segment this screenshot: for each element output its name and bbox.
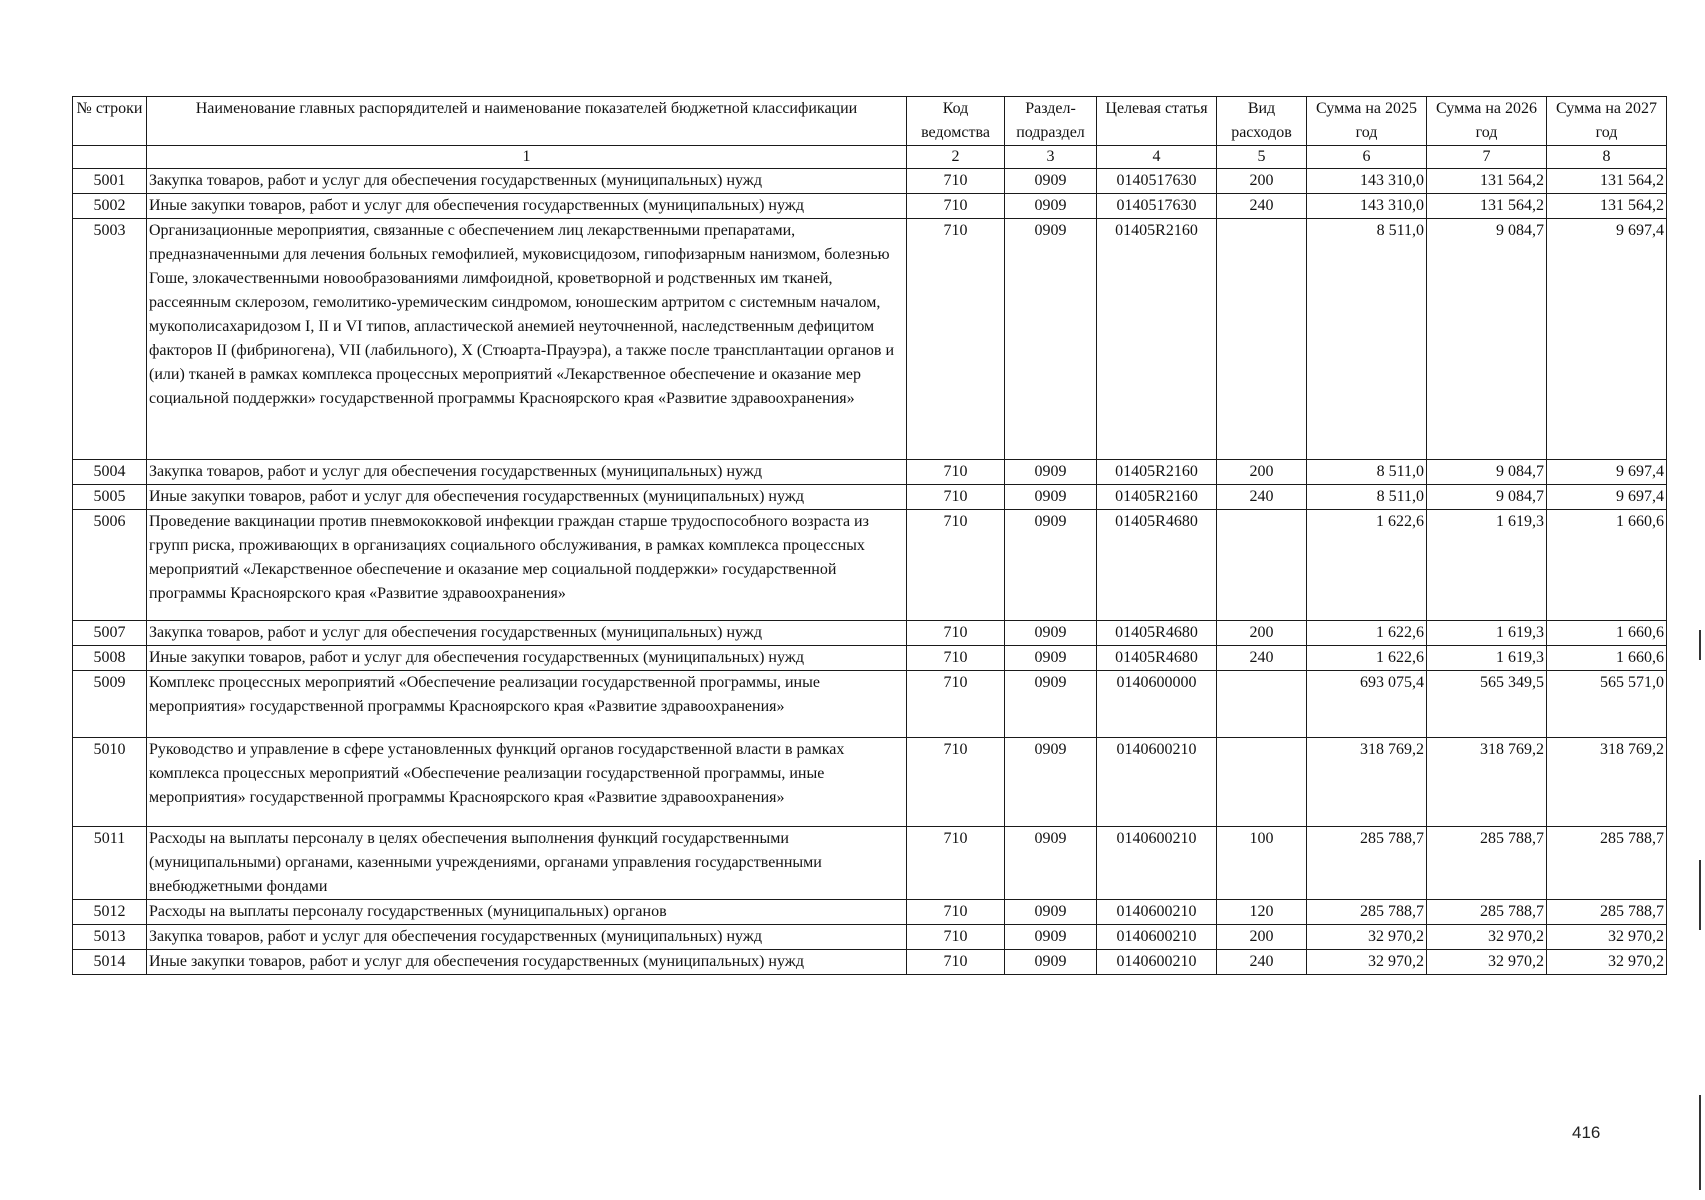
cell-target-article: 0140517630 xyxy=(1097,194,1217,219)
cell-section: 0909 xyxy=(1005,194,1097,219)
cell-row-number: 5010 xyxy=(73,738,147,827)
scan-mark xyxy=(1699,1095,1701,1190)
table-header-row xyxy=(73,97,1667,146)
cell-dept-code: 710 xyxy=(907,900,1005,925)
cell-sum-2025: 143 310,0 xyxy=(1307,194,1427,219)
cell-sum-2027: 285 788,7 xyxy=(1547,900,1667,925)
cell-sum-2027: 131 564,2 xyxy=(1547,194,1667,219)
cell-section: 0909 xyxy=(1005,646,1097,671)
cell-row-number: 5009 xyxy=(73,671,147,738)
cell-dept-code: 710 xyxy=(907,485,1005,510)
cell-row-number: 5013 xyxy=(73,925,147,950)
column-number: 3 xyxy=(1005,146,1097,169)
cell-sum-2025: 285 788,7 xyxy=(1307,900,1427,925)
cell-row-number: 5001 xyxy=(73,169,147,194)
cell-sum-2025: 693 075,4 xyxy=(1307,671,1427,738)
cell-name: Закупка товаров, работ и услуг для обеспечения государственных (муниципальных) нужд xyxy=(147,460,907,485)
cell-dept-code: 710 xyxy=(907,925,1005,950)
table-row xyxy=(73,646,1667,671)
cell-sum-2027: 1 660,6 xyxy=(1547,621,1667,646)
cell-sum-2027: 32 970,2 xyxy=(1547,925,1667,950)
cell-expense-type: 200 xyxy=(1217,925,1307,950)
cell-sum-2025: 8 511,0 xyxy=(1307,460,1427,485)
cell-name: Руководство и управление в сфере установленных функций органов государственной власти в рамках комплекса процессных мероприятий «Обеспечение реализации государственной программы, иные мероприятия» государственной программы Красноярского края «Развитие здравоохранения» xyxy=(147,738,907,827)
cell-dept-code: 710 xyxy=(907,738,1005,827)
cell-sum-2025: 318 769,2 xyxy=(1307,738,1427,827)
cell-target-article: 0140600210 xyxy=(1097,900,1217,925)
header-dept-code: Код ведомства xyxy=(907,97,1005,146)
cell-sum-2025: 1 622,6 xyxy=(1307,621,1427,646)
budget-table xyxy=(72,96,1667,975)
cell-expense-type: 200 xyxy=(1217,621,1307,646)
cell-section: 0909 xyxy=(1005,460,1097,485)
cell-name: Иные закупки товаров, работ и услуг для обеспечения государственных (муниципальных) нужд xyxy=(147,646,907,671)
header-expense-type: Вид расходов xyxy=(1217,97,1307,146)
cell-row-number: 5007 xyxy=(73,621,147,646)
cell-sum-2026: 131 564,2 xyxy=(1427,169,1547,194)
cell-row-number: 5014 xyxy=(73,950,147,975)
cell-name: Расходы на выплаты персоналу в целях обеспечения выполнения функций государственными (муниципальными) органами, казенными учреждениями, органами управления государственными внебюджетными фондами xyxy=(147,827,907,900)
cell-sum-2026: 9 084,7 xyxy=(1427,219,1547,460)
table-row xyxy=(73,900,1667,925)
cell-section: 0909 xyxy=(1005,900,1097,925)
cell-row-number: 5003 xyxy=(73,219,147,460)
cell-sum-2026: 131 564,2 xyxy=(1427,194,1547,219)
cell-expense-type xyxy=(1217,219,1307,460)
cell-target-article: 01405R4680 xyxy=(1097,510,1217,621)
cell-expense-type xyxy=(1217,510,1307,621)
cell-expense-type: 240 xyxy=(1217,485,1307,510)
cell-sum-2026: 9 084,7 xyxy=(1427,460,1547,485)
cell-target-article: 01405R2160 xyxy=(1097,219,1217,460)
header-row-number: № строки xyxy=(73,97,147,146)
cell-name: Закупка товаров, работ и услуг для обеспечения государственных (муниципальных) нужд xyxy=(147,621,907,646)
cell-name: Иные закупки товаров, работ и услуг для обеспечения государственных (муниципальных) нужд xyxy=(147,950,907,975)
column-number: 6 xyxy=(1307,146,1427,169)
cell-section: 0909 xyxy=(1005,485,1097,510)
cell-dept-code: 710 xyxy=(907,621,1005,646)
cell-row-number: 5011 xyxy=(73,827,147,900)
cell-target-article: 0140600000 xyxy=(1097,671,1217,738)
cell-section: 0909 xyxy=(1005,671,1097,738)
cell-sum-2025: 285 788,7 xyxy=(1307,827,1427,900)
cell-row-number: 5005 xyxy=(73,485,147,510)
table-row xyxy=(73,671,1667,738)
cell-name: Закупка товаров, работ и услуг для обеспечения государственных (муниципальных) нужд xyxy=(147,169,907,194)
scan-mark xyxy=(1699,630,1701,660)
cell-sum-2025: 8 511,0 xyxy=(1307,219,1427,460)
cell-expense-type: 240 xyxy=(1217,646,1307,671)
cell-expense-type xyxy=(1217,671,1307,738)
cell-target-article: 01405R2160 xyxy=(1097,460,1217,485)
cell-dept-code: 710 xyxy=(907,671,1005,738)
cell-target-article: 01405R2160 xyxy=(1097,485,1217,510)
cell-section: 0909 xyxy=(1005,738,1097,827)
table-row xyxy=(73,738,1667,827)
header-sum-2026: Сумма на 2026 год xyxy=(1427,97,1547,146)
cell-expense-type: 200 xyxy=(1217,169,1307,194)
cell-sum-2027: 565 571,0 xyxy=(1547,671,1667,738)
column-number-row xyxy=(73,146,1667,169)
table-row xyxy=(73,460,1667,485)
cell-dept-code: 710 xyxy=(907,827,1005,900)
cell-sum-2025: 143 310,0 xyxy=(1307,169,1427,194)
header-target-article: Целевая статья xyxy=(1097,97,1217,146)
cell-sum-2027: 9 697,4 xyxy=(1547,219,1667,460)
cell-sum-2026: 285 788,7 xyxy=(1427,827,1547,900)
cell-row-number: 5008 xyxy=(73,646,147,671)
cell-sum-2026: 1 619,3 xyxy=(1427,646,1547,671)
table-row xyxy=(73,485,1667,510)
cell-target-article: 0140600210 xyxy=(1097,925,1217,950)
cell-dept-code: 710 xyxy=(907,646,1005,671)
column-number: 1 xyxy=(147,146,907,169)
cell-name: Организационные мероприятия, связанные с обеспечением лиц лекарственными препаратами, предназначенными для лечения больных гемофилией, муковисцидозом, гипофизарным нанизмом, болезнью Гоше, злокачественными новообразованиями лимфоидной, кроветворной и родственных им тканей, рассеянным склерозом, гемолитико-уремическим синдромом, юношеским артритом с системным началом, мукополисахаридозом I, II и VI типов, апластической анемией неуточненной, наследственным дефицитом факторов II (фибриногена), VII (лабильного), X (Стюарта-Прауэра), а также после трансплантации органов и (или) тканей в рамках комплекса процессных мероприятий «Лекарственное обеспечение и оказание мер социальной поддержки» государственной программы Красноярского края «Развитие здравоохранения» xyxy=(147,219,907,460)
column-number: 8 xyxy=(1547,146,1667,169)
table-body xyxy=(73,169,1667,975)
cell-sum-2026: 32 970,2 xyxy=(1427,925,1547,950)
table-row xyxy=(73,194,1667,219)
table-row xyxy=(73,950,1667,975)
cell-sum-2026: 1 619,3 xyxy=(1427,510,1547,621)
cell-expense-type: 240 xyxy=(1217,194,1307,219)
cell-target-article: 0140600210 xyxy=(1097,827,1217,900)
cell-sum-2025: 1 622,6 xyxy=(1307,510,1427,621)
cell-section: 0909 xyxy=(1005,950,1097,975)
cell-target-article: 01405R4680 xyxy=(1097,621,1217,646)
cell-name: Закупка товаров, работ и услуг для обеспечения государственных (муниципальных) нужд xyxy=(147,925,907,950)
cell-sum-2027: 285 788,7 xyxy=(1547,827,1667,900)
cell-section: 0909 xyxy=(1005,169,1097,194)
header-sum-2025: Сумма на 2025 год xyxy=(1307,97,1427,146)
cell-name: Расходы на выплаты персоналу государственных (муниципальных) органов xyxy=(147,900,907,925)
cell-sum-2026: 1 619,3 xyxy=(1427,621,1547,646)
cell-name: Проведение вакцинации против пневмококковой инфекции граждан старше трудоспособного возраста из групп риска, проживающих в организациях социального обслуживания, в рамках комплекса процессных мероприятий «Лекарственное обеспечение и оказание мер социальной поддержки» государственной программы Красноярского края «Развитие здравоохранения» xyxy=(147,510,907,621)
column-number: 2 xyxy=(907,146,1005,169)
header-section: Раздел-подраздел xyxy=(1005,97,1097,146)
cell-row-number: 5006 xyxy=(73,510,147,621)
cell-row-number: 5002 xyxy=(73,194,147,219)
cell-section: 0909 xyxy=(1005,925,1097,950)
cell-sum-2027: 1 660,6 xyxy=(1547,646,1667,671)
column-number: 5 xyxy=(1217,146,1307,169)
cell-section: 0909 xyxy=(1005,827,1097,900)
cell-name: Иные закупки товаров, работ и услуг для обеспечения государственных (муниципальных) нужд xyxy=(147,194,907,219)
column-number xyxy=(73,146,147,169)
cell-section: 0909 xyxy=(1005,621,1097,646)
cell-sum-2026: 565 349,5 xyxy=(1427,671,1547,738)
cell-sum-2027: 32 970,2 xyxy=(1547,950,1667,975)
cell-expense-type: 120 xyxy=(1217,900,1307,925)
page-number: 416 xyxy=(1572,1123,1601,1142)
cell-sum-2027: 318 769,2 xyxy=(1547,738,1667,827)
cell-name: Комплекс процессных мероприятий «Обеспечение реализации государственной программы, иные мероприятия» государственной программы Красноярского края «Развитие здравоохранения» xyxy=(147,671,907,738)
cell-sum-2025: 32 970,2 xyxy=(1307,925,1427,950)
cell-sum-2027: 9 697,4 xyxy=(1547,460,1667,485)
cell-dept-code: 710 xyxy=(907,169,1005,194)
cell-sum-2027: 9 697,4 xyxy=(1547,485,1667,510)
cell-sum-2025: 1 622,6 xyxy=(1307,646,1427,671)
header-sum-2027: Сумма на 2027 год xyxy=(1547,97,1667,146)
cell-target-article: 0140600210 xyxy=(1097,738,1217,827)
cell-dept-code: 710 xyxy=(907,194,1005,219)
cell-dept-code: 710 xyxy=(907,510,1005,621)
scan-mark xyxy=(1699,860,1701,930)
cell-sum-2026: 318 769,2 xyxy=(1427,738,1547,827)
cell-expense-type: 200 xyxy=(1217,460,1307,485)
table-row xyxy=(73,925,1667,950)
table-row xyxy=(73,621,1667,646)
cell-expense-type: 100 xyxy=(1217,827,1307,900)
cell-dept-code: 710 xyxy=(907,460,1005,485)
table-row xyxy=(73,827,1667,900)
cell-expense-type: 240 xyxy=(1217,950,1307,975)
cell-name: Иные закупки товаров, работ и услуг для обеспечения государственных (муниципальных) нужд xyxy=(147,485,907,510)
table-row xyxy=(73,510,1667,621)
cell-expense-type xyxy=(1217,738,1307,827)
cell-sum-2025: 32 970,2 xyxy=(1307,950,1427,975)
cell-dept-code: 710 xyxy=(907,219,1005,460)
cell-sum-2026: 9 084,7 xyxy=(1427,485,1547,510)
cell-target-article: 0140600210 xyxy=(1097,950,1217,975)
cell-target-article: 01405R4680 xyxy=(1097,646,1217,671)
table-row xyxy=(73,169,1667,194)
cell-sum-2026: 285 788,7 xyxy=(1427,900,1547,925)
cell-row-number: 5012 xyxy=(73,900,147,925)
cell-sum-2027: 131 564,2 xyxy=(1547,169,1667,194)
cell-sum-2026: 32 970,2 xyxy=(1427,950,1547,975)
table-row xyxy=(73,219,1667,460)
cell-sum-2027: 1 660,6 xyxy=(1547,510,1667,621)
column-number: 4 xyxy=(1097,146,1217,169)
cell-section: 0909 xyxy=(1005,510,1097,621)
column-number: 7 xyxy=(1427,146,1547,169)
cell-section: 0909 xyxy=(1005,219,1097,460)
cell-target-article: 0140517630 xyxy=(1097,169,1217,194)
header-name: Наименование главных распорядителей и наименование показателей бюджетной классификации xyxy=(147,97,907,146)
cell-dept-code: 710 xyxy=(907,950,1005,975)
cell-row-number: 5004 xyxy=(73,460,147,485)
cell-sum-2025: 8 511,0 xyxy=(1307,485,1427,510)
